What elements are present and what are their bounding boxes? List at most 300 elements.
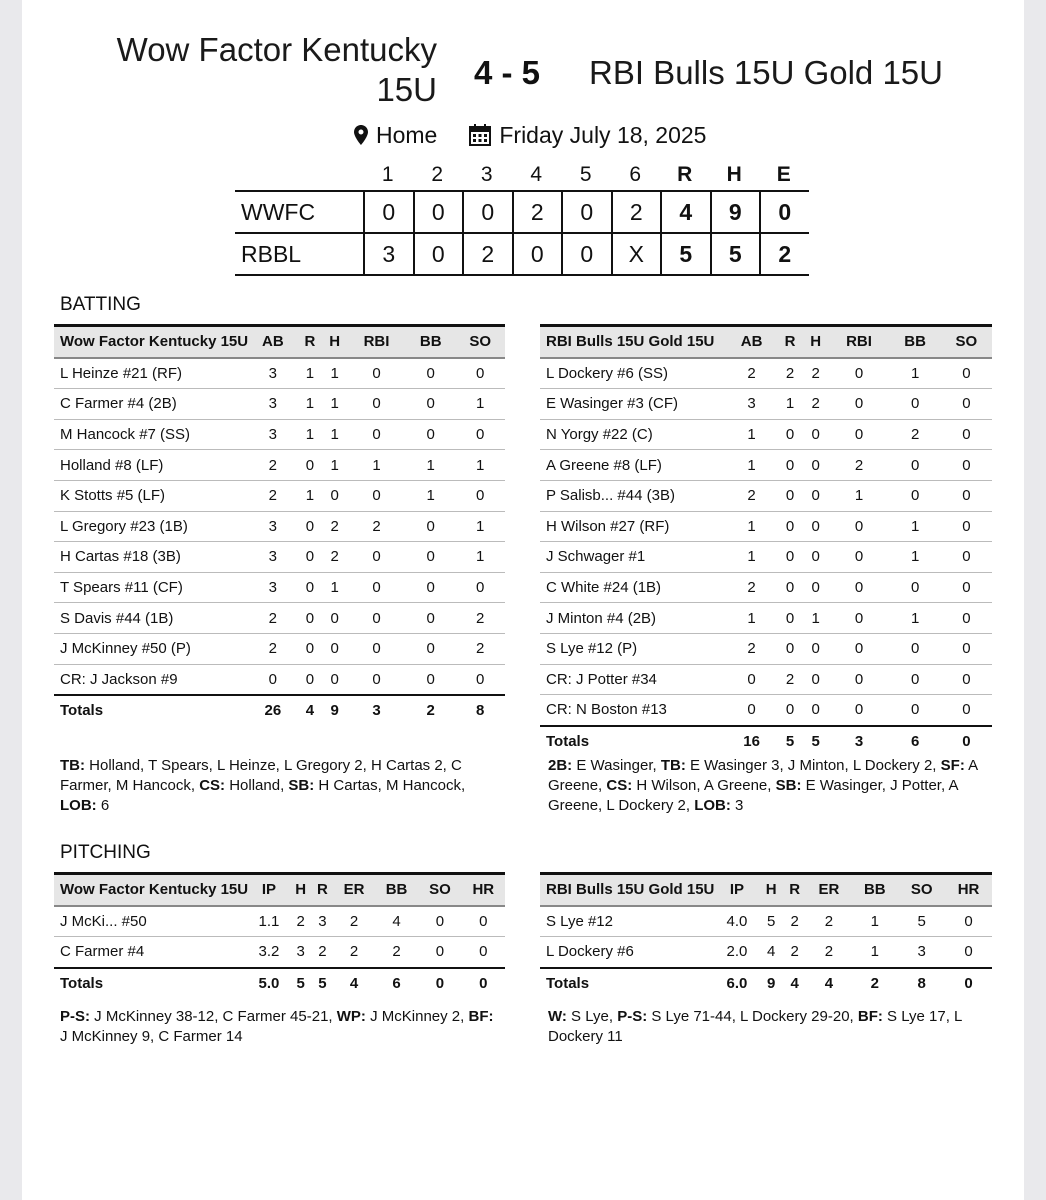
line-score-row — [235, 192, 809, 232]
stat-cell: 0 — [347, 480, 406, 511]
stat-cell: 1 — [777, 389, 803, 420]
player-name: L Gregory #23 (1B) — [54, 511, 248, 542]
stat-column-header: H — [290, 874, 312, 906]
player-name: S Lye #12 (P) — [540, 633, 726, 664]
header-row — [540, 326, 992, 358]
home-team-name: RBI Bulls 15U Gold 15U — [589, 54, 943, 91]
note-text: J McKinney 2, — [365, 1008, 469, 1025]
stat-cell: 0 — [777, 695, 803, 726]
line-score — [235, 160, 809, 276]
note-label: BF: — [857, 1008, 883, 1025]
line-score-cell: 2 — [512, 192, 562, 232]
totals-cell: 2 — [406, 695, 455, 726]
stat-cell: 3 — [312, 906, 334, 937]
stat-cell: 3 — [248, 511, 297, 542]
totals-cell: 0 — [945, 968, 992, 999]
totals-cell: 5 — [290, 968, 312, 999]
note-label: CS: — [606, 777, 633, 794]
stat-cell: 0 — [803, 572, 829, 603]
stat-cell: 1 — [298, 419, 323, 450]
stat-cell: 0 — [347, 603, 406, 634]
pitching-table-away — [54, 872, 505, 998]
stat-column-header: BB — [406, 326, 455, 358]
stat-cell: 0 — [941, 511, 992, 542]
table-row — [540, 358, 992, 389]
line-score-cell: 0 — [413, 192, 463, 232]
stat-column-header: IP — [248, 874, 290, 906]
stat-cell: 1.1 — [248, 906, 290, 937]
stat-cell: 0 — [347, 633, 406, 664]
stat-cell: 0 — [777, 633, 803, 664]
table-row — [54, 450, 505, 481]
player-name: L Dockery #6 — [540, 937, 714, 968]
line-score-cell: 0 — [462, 192, 512, 232]
stat-cell: 2 — [322, 542, 347, 573]
table-row — [54, 664, 505, 695]
stat-cell: 1 — [890, 542, 941, 573]
batting-notes-away — [60, 756, 505, 816]
totals-label: Totals — [54, 968, 248, 999]
player-name: T Spears #11 (CF) — [54, 572, 248, 603]
stat-column-header: BB — [890, 326, 941, 358]
table-row — [54, 603, 505, 634]
stat-cell: 0 — [941, 419, 992, 450]
stat-cell: 0 — [347, 419, 406, 450]
stat-cell: 0 — [298, 511, 323, 542]
header-row — [54, 874, 505, 906]
totals-cell: 3 — [828, 726, 889, 757]
stat-cell: 0 — [298, 450, 323, 481]
stat-cell: 0 — [828, 542, 889, 573]
totals-cell: 6.0 — [714, 968, 759, 999]
stat-cell: 2 — [806, 937, 851, 968]
totals-row — [540, 726, 992, 757]
stat-cell: 3 — [248, 419, 297, 450]
totals-cell: 4 — [298, 695, 323, 726]
stat-cell: 1 — [890, 603, 941, 634]
stat-cell: 1 — [726, 419, 777, 450]
boxscore-page — [22, 0, 1024, 1200]
batting-table-away — [54, 324, 505, 726]
totals-cell: 16 — [726, 726, 777, 757]
stat-cell: 2 — [777, 358, 803, 389]
stat-cell: 3 — [248, 572, 297, 603]
line-score-cell: 0 — [561, 234, 611, 274]
stat-cell: 0 — [777, 450, 803, 481]
stat-column-header: SO — [941, 326, 992, 358]
stat-cell: 4 — [375, 906, 418, 937]
player-name: J Minton #4 (2B) — [540, 603, 726, 634]
table-row — [540, 542, 992, 573]
stat-cell: 1 — [726, 603, 777, 634]
stat-cell: 1 — [726, 450, 777, 481]
stat-cell: 2 — [333, 906, 375, 937]
stat-column-header: R — [783, 874, 806, 906]
table-header — [54, 326, 505, 358]
stat-cell: 1 — [828, 480, 889, 511]
team-column-header: Wow Factor Kentucky 15U — [54, 326, 248, 358]
totals-row — [54, 695, 505, 726]
totals-label: Totals — [540, 968, 714, 999]
line-score-col-header: 1 — [381, 163, 394, 186]
stat-cell: 0 — [726, 695, 777, 726]
stat-cell: 5 — [759, 906, 782, 937]
line-score-cell: 2 — [611, 192, 661, 232]
stat-column-header: R — [777, 326, 803, 358]
line-score-team: RBBL — [241, 241, 302, 267]
table-row — [540, 450, 992, 481]
stat-column-header: RBI — [347, 326, 406, 358]
table-header — [540, 874, 992, 906]
stat-cell: 2 — [726, 572, 777, 603]
stat-cell: 0 — [803, 419, 829, 450]
note-label: TB: — [660, 757, 686, 774]
stat-cell: 2 — [890, 419, 941, 450]
stat-column-header: HR — [462, 874, 505, 906]
line-score-col-header: 5 — [579, 163, 592, 186]
note-text: S Lye, — [566, 1008, 618, 1025]
stat-cell: 0 — [890, 450, 941, 481]
note-text: A Greene, — [548, 757, 978, 794]
calendar-icon — [469, 124, 491, 146]
line-score-cell: 5 — [660, 234, 710, 274]
stat-cell: 0 — [406, 664, 455, 695]
stat-cell: 0 — [455, 664, 505, 695]
player-name: M Hancock #7 (SS) — [54, 419, 248, 450]
stat-cell: 0 — [828, 419, 889, 450]
stat-cell: 2 — [777, 664, 803, 695]
line-score-cell: 5 — [710, 234, 760, 274]
stat-cell: 2 — [455, 633, 505, 664]
header-row — [540, 874, 992, 906]
stat-cell: 0 — [406, 358, 455, 389]
line-score-cell: 0 — [512, 234, 562, 274]
totals-label: Totals — [54, 695, 248, 726]
pitching-table-home — [540, 872, 992, 998]
stat-cell: 1 — [455, 389, 505, 420]
stat-column-header: IP — [714, 874, 759, 906]
stat-column-header: AB — [726, 326, 777, 358]
totals-cell: 5.0 — [248, 968, 290, 999]
totals-cell: 8 — [455, 695, 505, 726]
stat-cell: 3 — [248, 389, 297, 420]
stat-cell: 1 — [726, 511, 777, 542]
stat-cell: 1 — [455, 542, 505, 573]
stat-cell: 1 — [851, 906, 898, 937]
stat-cell: 4.0 — [714, 906, 759, 937]
stat-cell: 1 — [298, 480, 323, 511]
totals-cell: 5 — [312, 968, 334, 999]
stat-cell: 0 — [455, 572, 505, 603]
stat-cell: 0 — [322, 603, 347, 634]
stat-cell: 3 — [248, 358, 297, 389]
stat-cell: 3 — [290, 937, 312, 968]
player-name: J McKi... #50 — [54, 906, 248, 937]
stat-cell: 0 — [298, 603, 323, 634]
stat-cell: 5 — [898, 906, 945, 937]
stat-cell: 0 — [890, 389, 941, 420]
totals-cell: 4 — [333, 968, 375, 999]
stat-cell: 0 — [248, 664, 297, 695]
stat-cell: 1 — [322, 389, 347, 420]
line-score-cell: 3 — [363, 234, 413, 274]
stat-cell: 2 — [347, 511, 406, 542]
table-row — [540, 603, 992, 634]
note-text: 6 — [96, 797, 110, 814]
stat-column-header: RBI — [828, 326, 889, 358]
stat-cell: 2 — [783, 906, 806, 937]
table-row — [54, 358, 505, 389]
line-score-table — [235, 190, 809, 276]
team-column-header: Wow Factor Kentucky 15U — [54, 874, 248, 906]
stat-cell: 0 — [406, 542, 455, 573]
game-score: 4 - 5 — [474, 54, 541, 91]
stat-cell: 0 — [828, 603, 889, 634]
batting-notes-home — [548, 756, 993, 816]
stat-column-header: SO — [418, 874, 461, 906]
table-row — [540, 572, 992, 603]
stat-cell: 1 — [803, 603, 829, 634]
stat-cell: 0 — [418, 906, 461, 937]
table-row — [54, 419, 505, 450]
stat-cell: 0 — [322, 664, 347, 695]
totals-cell: 3 — [347, 695, 406, 726]
stat-cell: 0 — [455, 419, 505, 450]
stat-cell: 1 — [890, 511, 941, 542]
stat-cell: 0 — [347, 389, 406, 420]
table-row — [54, 906, 505, 937]
line-score-col-header: R — [677, 163, 693, 186]
stat-cell: 2 — [248, 603, 297, 634]
table-row — [540, 633, 992, 664]
note-label: SF: — [940, 757, 965, 774]
player-name: CR: J Jackson #9 — [54, 664, 248, 695]
totals-cell: 5 — [777, 726, 803, 757]
stat-cell: 1 — [298, 358, 323, 389]
note-label: BF: — [468, 1008, 494, 1025]
map-pin-icon — [354, 125, 368, 145]
game-date: Friday July 18, 2025 — [499, 122, 707, 148]
table-body — [54, 906, 505, 999]
stat-cell: 2 — [333, 937, 375, 968]
stat-cell: 0 — [828, 695, 889, 726]
stat-cell: 0 — [347, 358, 406, 389]
player-name: CR: N Boston #13 — [540, 695, 726, 726]
stat-cell: 0 — [828, 358, 889, 389]
stat-cell: 0 — [941, 358, 992, 389]
stat-cell: 0 — [777, 572, 803, 603]
table-body — [54, 358, 505, 726]
stat-cell: 0 — [828, 511, 889, 542]
stat-cell: 4 — [759, 937, 782, 968]
player-name: J McKinney #50 (P) — [54, 633, 248, 664]
player-name: E Wasinger #3 (CF) — [540, 389, 726, 420]
stat-cell: 0 — [455, 480, 505, 511]
stat-cell: 2 — [290, 906, 312, 937]
stat-column-header: SO — [898, 874, 945, 906]
line-score-team: WWFC — [241, 199, 316, 225]
header-row — [54, 326, 505, 358]
stat-cell: 0 — [777, 419, 803, 450]
totals-row — [540, 968, 992, 999]
player-name: CR: J Potter #34 — [540, 664, 726, 695]
stat-cell: 2 — [726, 480, 777, 511]
stat-cell: 0 — [828, 572, 889, 603]
stat-cell: 0 — [890, 695, 941, 726]
stat-cell: 0 — [890, 572, 941, 603]
totals-cell: 6 — [375, 968, 418, 999]
note-label: LOB: — [60, 797, 97, 814]
totals-cell: 0 — [941, 726, 992, 757]
stat-column-header: ER — [333, 874, 375, 906]
stat-column-header: BB — [375, 874, 418, 906]
line-score-cell: 4 — [660, 192, 710, 232]
stat-cell: 1 — [322, 358, 347, 389]
line-score-cell: 0 — [561, 192, 611, 232]
note-label: 2B: — [548, 757, 573, 774]
totals-cell: 4 — [806, 968, 851, 999]
stat-cell: 0 — [941, 603, 992, 634]
stat-cell: 0 — [945, 937, 992, 968]
game-location: Home — [376, 122, 438, 148]
batting-title: BATTING — [60, 294, 141, 315]
stat-cell: 0 — [941, 450, 992, 481]
note-text: E Wasinger, J Potter, A Greene, L Dockery 2, — [548, 777, 958, 814]
stat-cell: 1 — [455, 450, 505, 481]
stat-cell: 0 — [803, 480, 829, 511]
stat-cell: 2 — [375, 937, 418, 968]
line-score-cell: 0 — [363, 192, 413, 232]
table-row — [540, 937, 992, 968]
player-name: J Schwager #1 — [540, 542, 726, 573]
totals-cell: 6 — [890, 726, 941, 757]
table-row — [540, 695, 992, 726]
note-text: Holland, T Spears, L Heinze, L Gregory 2, H Cartas 2, C Farmer, M Hancock, — [60, 757, 462, 794]
game-meta — [354, 120, 706, 150]
stat-cell: 0 — [462, 937, 505, 968]
stat-cell: 0 — [298, 633, 323, 664]
table-body — [540, 358, 992, 757]
stat-cell: 0 — [298, 542, 323, 573]
note-text: H Cartas, M Hancock, — [314, 777, 466, 794]
stat-cell: 2 — [726, 358, 777, 389]
line-score-cell: 0 — [413, 234, 463, 274]
stat-cell: 0 — [828, 389, 889, 420]
note-label: W: — [548, 1008, 567, 1025]
stat-cell: 0 — [406, 511, 455, 542]
stat-cell: 0 — [941, 695, 992, 726]
stat-cell: 0 — [828, 633, 889, 664]
player-name: S Lye #12 — [540, 906, 714, 937]
stat-cell: 0 — [890, 480, 941, 511]
table-row — [540, 511, 992, 542]
stat-cell: 2 — [248, 450, 297, 481]
stat-cell: 2 — [828, 450, 889, 481]
stat-cell: 0 — [322, 480, 347, 511]
note-text: E Wasinger, — [572, 757, 661, 774]
line-score-cell: 2 — [759, 234, 809, 274]
line-score-col-header: E — [776, 163, 791, 186]
note-label: P-S: — [617, 1008, 648, 1025]
table-row — [54, 633, 505, 664]
line-score-col-header: 4 — [530, 163, 543, 186]
note-label: LOB: — [694, 797, 731, 814]
line-score-cell: 0 — [759, 192, 809, 232]
stat-cell: 0 — [803, 450, 829, 481]
stat-cell: 1 — [298, 389, 323, 420]
note-label: CS: — [199, 777, 226, 794]
stat-cell: 1 — [455, 511, 505, 542]
stat-cell: 0 — [890, 633, 941, 664]
line-score-cell: X — [611, 234, 661, 274]
stat-cell: 0 — [803, 542, 829, 573]
stat-cell: 1 — [322, 572, 347, 603]
totals-cell: 9 — [759, 968, 782, 999]
stat-cell: 2 — [803, 389, 829, 420]
table-row — [540, 906, 992, 937]
stat-cell: 0 — [828, 664, 889, 695]
totals-cell: 4 — [783, 968, 806, 999]
pitching-title: PITCHING — [60, 842, 151, 863]
table-row — [54, 572, 505, 603]
player-name: A Greene #8 (LF) — [540, 450, 726, 481]
stat-column-header: ER — [806, 874, 851, 906]
note-label: SB: — [775, 777, 802, 794]
stat-column-header: AB — [248, 326, 297, 358]
away-team-name: Wow Factor Kentucky 15U — [116, 31, 437, 108]
stat-cell: 0 — [406, 633, 455, 664]
totals-cell: 2 — [851, 968, 898, 999]
stat-cell: 0 — [803, 664, 829, 695]
team-column-header: RBI Bulls 15U Gold 15U — [540, 326, 726, 358]
player-name: H Wilson #27 (RF) — [540, 511, 726, 542]
stat-cell: 0 — [347, 664, 406, 695]
stat-column-header: SO — [455, 326, 505, 358]
stat-cell: 3 — [898, 937, 945, 968]
batting-table-home — [540, 324, 992, 756]
table-row — [540, 664, 992, 695]
stat-cell: 0 — [726, 664, 777, 695]
note-label: WP: — [336, 1008, 366, 1025]
stat-cell: 1 — [726, 542, 777, 573]
table-row — [540, 480, 992, 511]
note-text: J McKinney 9, C Farmer 14 — [60, 1028, 243, 1045]
table-body — [540, 906, 992, 999]
line-score-row — [235, 232, 809, 274]
stat-cell: 2 — [248, 633, 297, 664]
stat-cell: 0 — [418, 937, 461, 968]
table-row — [54, 389, 505, 420]
stat-cell: 2 — [806, 906, 851, 937]
stat-cell: 0 — [941, 542, 992, 573]
stat-cell: 2 — [783, 937, 806, 968]
stat-cell: 0 — [347, 542, 406, 573]
table-row — [54, 480, 505, 511]
stat-column-header: H — [322, 326, 347, 358]
stat-cell: 0 — [298, 572, 323, 603]
player-name: C Farmer #4 (2B) — [54, 389, 248, 420]
stat-cell: 2 — [803, 358, 829, 389]
player-name: C Farmer #4 — [54, 937, 248, 968]
line-score-col-header: 6 — [629, 163, 642, 186]
stat-cell: 2 — [312, 937, 334, 968]
stat-column-header: HR — [945, 874, 992, 906]
stat-cell: 0 — [455, 358, 505, 389]
stat-cell: 1 — [322, 450, 347, 481]
line-score-col-header: 3 — [480, 163, 493, 186]
note-label: P-S: — [60, 1008, 90, 1025]
player-name: H Cartas #18 (3B) — [54, 542, 248, 573]
